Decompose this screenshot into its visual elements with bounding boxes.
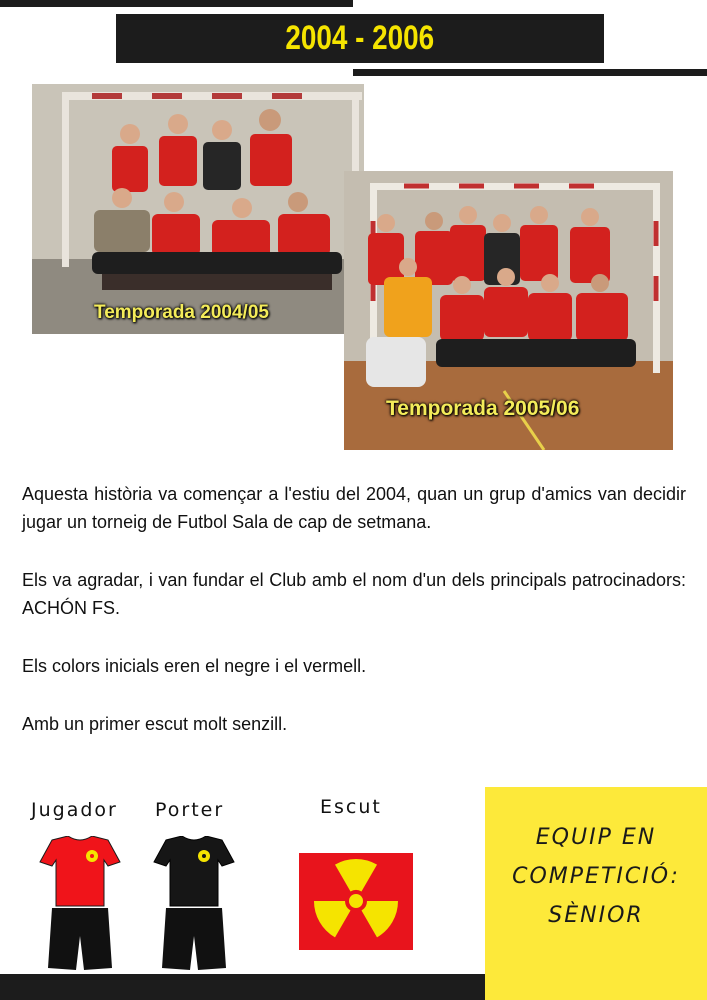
bottom-bar xyxy=(0,974,485,1000)
team-photo-2005-06 xyxy=(344,171,673,450)
page-title: 2004 - 2006 xyxy=(285,19,435,57)
player-kit xyxy=(38,836,122,972)
player-kit-icon xyxy=(38,836,122,972)
crest-label: Escut xyxy=(320,796,382,818)
season-2005-06-caption: Temporada 2005/06 xyxy=(386,397,580,420)
goalkeeper-kit-label: Porter xyxy=(155,799,225,821)
title-underline-bar xyxy=(353,69,707,76)
goalkeeper-kit-icon xyxy=(152,836,236,972)
team-box-line-2: COMPETICIÓ: xyxy=(512,864,680,889)
goalkeeper-kit xyxy=(152,836,236,972)
team-photo-2004-05 xyxy=(32,84,364,334)
top-left-bar xyxy=(0,0,353,7)
team-box-line-1: EQUIP EN xyxy=(535,825,657,850)
team-box-line-3: SÈNIOR xyxy=(548,903,644,928)
history-paragraph-3: Els colors inicials eren el negre i el vermell. xyxy=(22,656,367,676)
title-box xyxy=(116,14,604,63)
radiation-crest-icon xyxy=(299,853,413,950)
player-kit-label: Jugador xyxy=(31,799,118,821)
history-paragraph-4: Amb un primer escut molt senzill. xyxy=(22,714,288,734)
team-category-box xyxy=(485,787,707,1000)
team-photo-2004-05-image xyxy=(32,84,364,334)
history-paragraph-1: Aquesta història va començar a l'estiu del 2004, quan un grup d'amics van decidir jugar un torneig de Futbol Sala de cap de setmana. xyxy=(22,484,686,532)
history-text xyxy=(22,480,686,768)
club-crest xyxy=(299,853,413,950)
history-paragraph-2: Els va agradar, i van fundar el Club amb el nom d'un dels principals patrocinadors: ACHÓN FS. xyxy=(22,570,686,618)
season-2004-05-caption: Temporada 2004/05 xyxy=(94,302,269,323)
